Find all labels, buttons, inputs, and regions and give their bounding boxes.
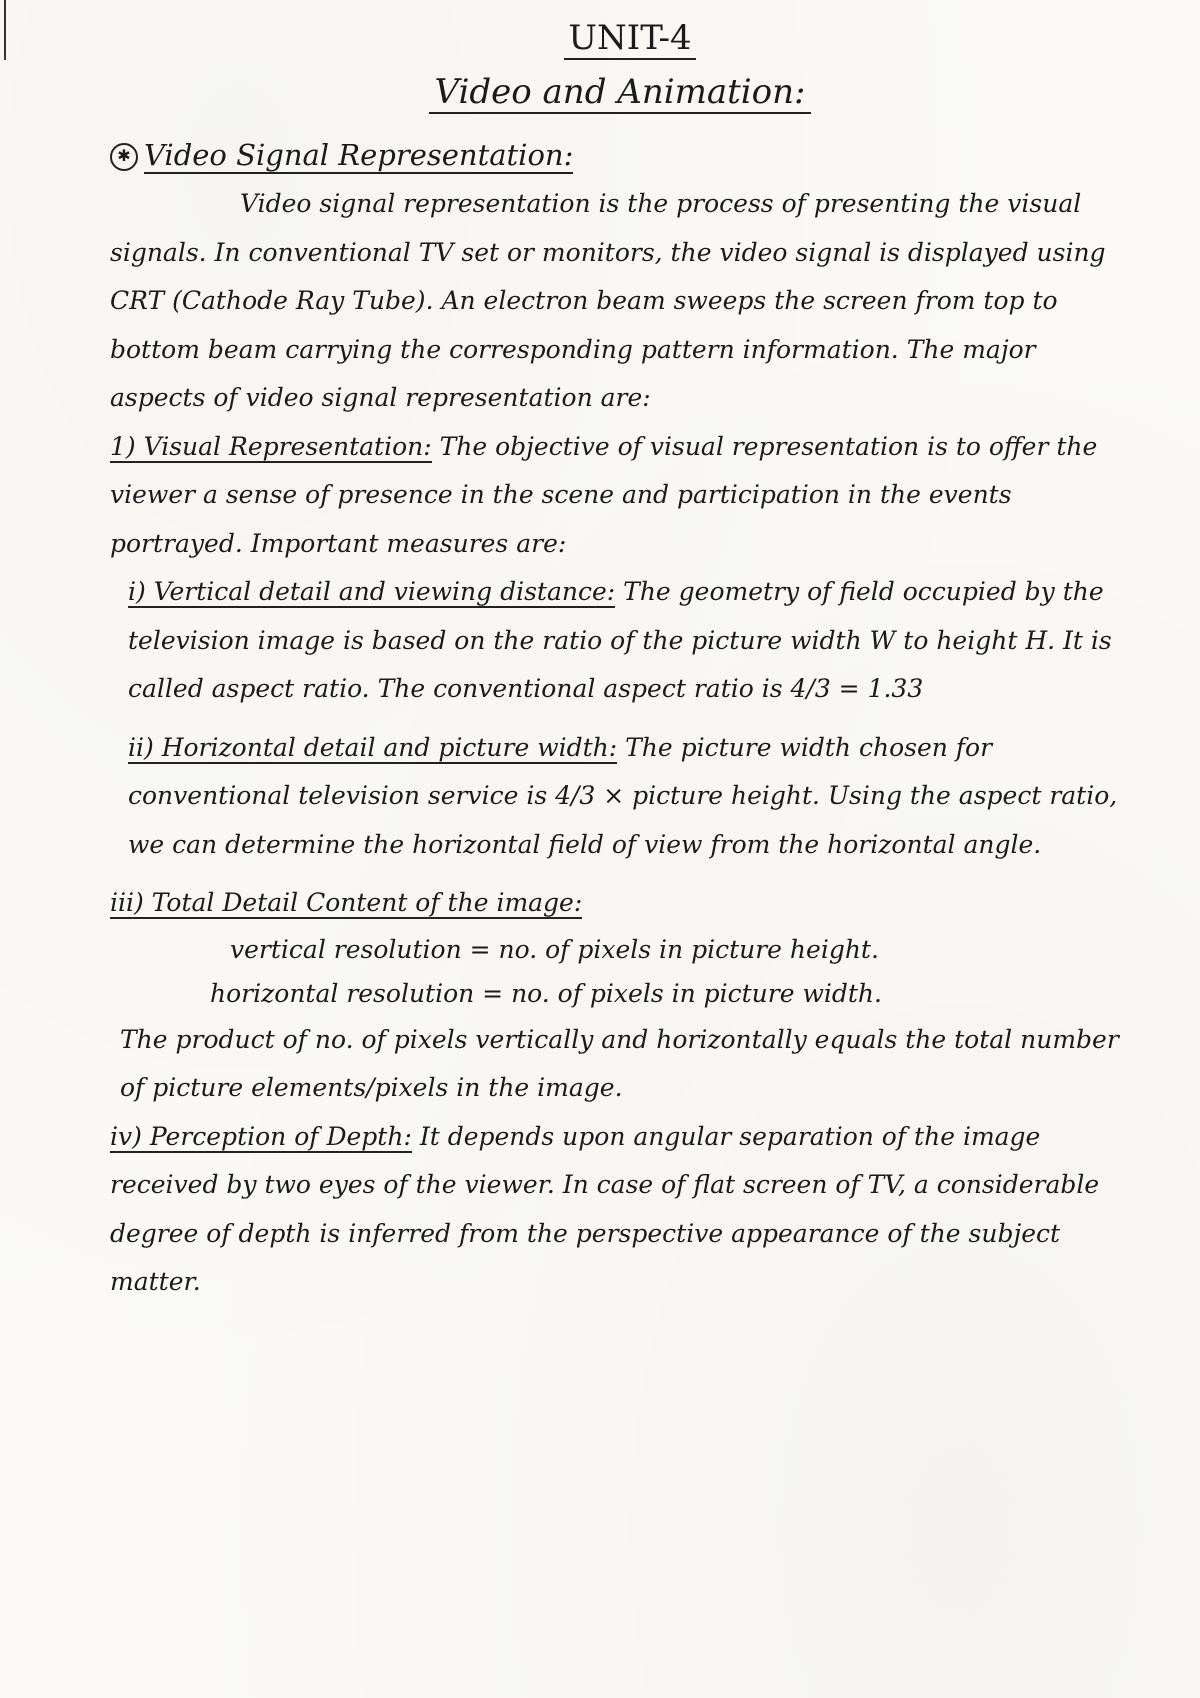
vertical-detail-text: The geometry of field occupied by the television image is based on the ratio of the picture width W to height H. It is called aspect ratio. The conventional aspect ratio is 4/3 = 1.33 xyxy=(128,577,1112,703)
horizontal-detail-text: The picture width chosen for conventional television service is 4/3 × picture height. Using the aspect ratio, we can determine the horizontal field of view from the horizontal angle. xyxy=(128,732,1118,859)
vertical-resolution-formula: vertical resolution = no. of pixels in picture height. xyxy=(230,934,879,964)
total-detail-heading xyxy=(110,879,1130,928)
section-heading xyxy=(110,138,1130,172)
vertical-detail-paragraph xyxy=(110,568,1130,714)
vertical-detail-label: i) Vertical detail and viewing distance: xyxy=(128,577,616,606)
horizontal-resolution-formula: horizontal resolution = no. of pixels in picture width. xyxy=(210,978,882,1008)
horizontal-detail-label: ii) Horizontal detail and picture width: xyxy=(128,732,618,762)
perception-depth-paragraph xyxy=(110,1113,1130,1307)
intro-paragraph: Video signal representation is the process of presenting the visual signals. In conventional TV set or monitors, the video signal is displayed using CRT (Cathode Ray Tube). An electron beam sweeps the screen from top to bottom beam carrying the corresponding pattern information. The major aspects of video signal representation are: xyxy=(110,189,1106,412)
total-detail-label: iii) Total Detail Content of the image: xyxy=(110,888,583,917)
visual-representation-text: The objective of visual representation is to offer the viewer a sense of presence in the scene and participation in the events portrayed. Important measures are: xyxy=(110,431,1098,558)
horizontal-detail-paragraph xyxy=(110,724,1130,870)
total-detail-text: The product of no. of pixels vertically and horizontally equals the total number of picture elements/pixels in the image. xyxy=(120,1024,1119,1102)
bullet-icon: ✱ xyxy=(110,143,138,171)
unit-title: UNIT-4 xyxy=(110,18,1130,58)
chapter-title: Video and Animation: xyxy=(110,72,1130,112)
margin-line xyxy=(4,0,6,60)
section-heading-label: Video Signal Representation: xyxy=(144,138,574,172)
perception-depth-label: iv) Perception of Depth: xyxy=(110,1121,412,1151)
visual-representation-label: 1) Visual Representation: xyxy=(110,431,432,461)
perception-depth-text: It depends upon angular separation of the image received by two eyes of the viewer. In case of flat screen of TV, a considerable degree of depth is inferred from the perspective appearance of the subject matter. xyxy=(110,1121,1100,1296)
visual-representation-paragraph xyxy=(110,423,1130,569)
